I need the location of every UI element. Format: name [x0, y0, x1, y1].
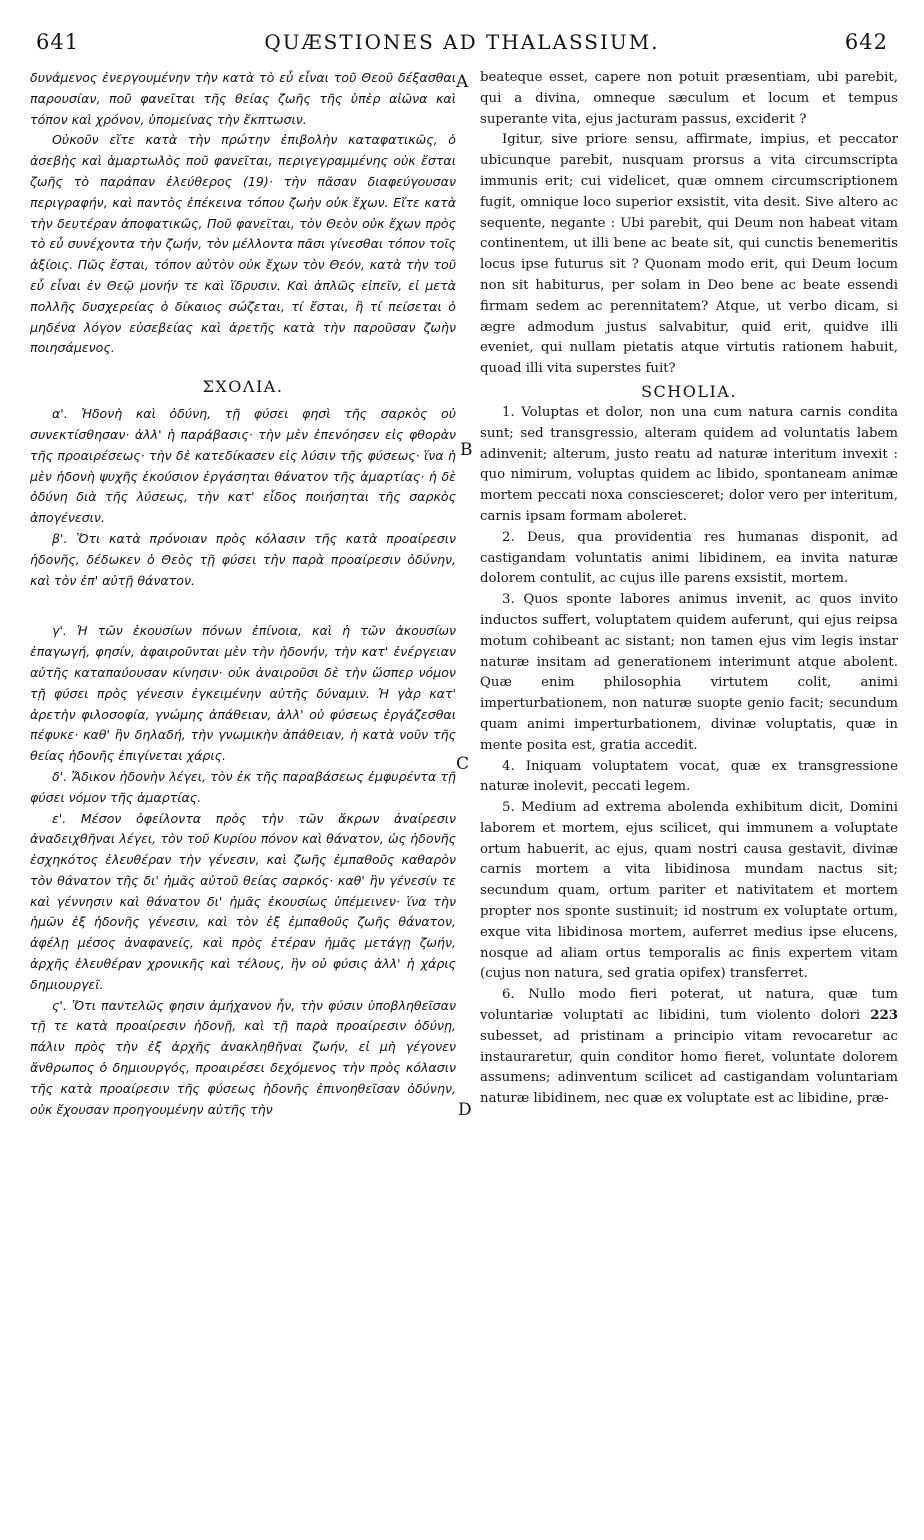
- greek-paragraph: δυνάμενος ἐνεργουμένην τὴν κατὰ τὸ εὖ εἶναι τοῦ Θεοῦ δέξασθαι παρουσίαν, ποῦ φανεῖται τῆς θείας ζωῆς τῆς ὑπὲρ αἰῶνα καὶ τόπον καὶ χρόνον, ὑπομείνας τὴν ἔκπτωσιν.: [30, 70, 456, 127]
- page-number-left: 641: [36, 30, 80, 54]
- latin-scholion-text: subesset, ad pristinam a principio vitam revocaretur ac instauraretur, quin conditor homo fieret, voluntate dolorem assumens; adinventum scilicet ad castigandam voluntariam naturæ libidinem, nec quæ ex voluptate est ac libidine, præ-: [480, 1028, 898, 1107]
- greek-scholion: ε'. Μέσον ὀφείλοντα πρὸς τὴν τῶν ἄκρων ἀναίρεσιν ἀναδειχθῆναι λέγει, τὸν τοῦ Κυρίου πόνον καὶ θάνατον, ὡς ἡδονῆς ἐσχηκότος ἐλευθέραν τὴν γένεσιν, καὶ ζωῆς ἐμπαθοῦς καθαρὸν τὸν θάνατον τῆς δι' ἡμᾶς αὐτοῦ θείας σαρκός· καθ' ἣν γένεσίν τε καὶ γέννησιν καὶ θάνατον δι' ἡμᾶς ἑκουσίως ὑπέμεινεν· ἵνα τὴν ἡμῶν ἐξ ἡδονῆς γένεσιν, καὶ τὸν ἐξ ἐμπαθοῦς ζωῆς θάνατον, ἀφέλῃ μέσος ἀναφανείς, καὶ πρὸς ἑτέραν ἡμᾶς μετάγῃ ζωήν, ἀρχῆς ἐλευθέραν χρονικῆς καὶ τέλους, ἣν οὐ φύσις ἀλλ' ἡ χάρις δημιουργεῖ.: [30, 810, 456, 992]
- greek-scholia-title: ΣΧΟΛΙΑ.: [202, 377, 284, 397]
- page-number-right: 642: [844, 30, 888, 54]
- latin-scholion-text: 6. Nullo modo fieri poterat, ut natura, quæ tum voluntariæ voluptati ac libidini, tum violento dolori: [480, 987, 898, 1024]
- latin-scholion: 2. Deus, qua providentia res humanas disponit, ad castigandam voluntatis animi libidinem, ea invita naturæ dolorem contulit, ac cujus ille parens exsistit, mortem.: [480, 529, 898, 587]
- latin-paragraph: beateque esset, capere non potuit præsentiam, ubi parebit, qui a divina, omneque sæculum et locum et tempus superante vita, ejus jacturam passus, exciderit ?: [480, 70, 898, 127]
- latin-scholion: 5. Medium ad extrema abolenda exhibitum dicit, Domini laborem et mortem, ejus scilicet, qui immunem a voluptate ortum habuerit, ac ejus, quam nostri causa gestavit, divinæ carnis mortem a vita libidinosa mundam nactus sit; secundum quam, ortum pariter et nativitatem et mortem propter nos sponte sustinuit; id nostrum ex voluptate ortum, exque vita libidinosa mortem, auferret medius ipse elucens, nosque ad aliam ortus temporalis ac finis expertem vitam (cujus non natura, sed gratia opifex) transferret.: [480, 800, 898, 982]
- greek-paragraph: Οὐκοῦν εἴτε κατὰ τὴν πρώτην ἐπιβολὴν καταφατικῶς, ὁ ἀσεβὴς καὶ ἁμαρτωλὸς ποῦ φανεῖται, περιγεγραμμένης οὐκ ἔσται ζωῆς τὸ παράπαν ἐλεύθερος (19)· τὴν πᾶσαν διαφεύγουσαν περιγραφήν, καὶ παντὸς ἐπέκεινα τόπου ζωὴν οὐκ ἔχων. Εἴτε κατὰ τὴν δευτέραν ἀποφατικῶς, Ποῦ φανεῖται, τὸν Θεὸν οὐκ ἔχων πρὸς τὸ εὖ συνέχοντα τὴν ζωήν, τὸν μέλλοντα πᾶσι γίνεσθαι τόπον τοῖς ἀξίοις. Πῶς ἔσται, τόπον αὐτὸν οὐκ ἔχων τὸν Θεόν, κατὰ τὴν τοῦ εὖ εἶναι ἐν Θεῷ μονήν τε καὶ ἵδρυσιν. Καὶ ἁπλῶς εἰπεῖν, εἰ μετὰ πολλῆς δυσχερείας ὁ δίκαιος σώζεται, τί ἔσται, ἢ τί πείσεται ὁ μηδένα λόγον εὐσεβείας καὶ ἀρετῆς κατὰ τὴν παροῦσαν ζωὴν ποιησάμενος.: [30, 132, 456, 356]
- latin-paragraph: Igitur, sive priore sensu, affirmate, impius, et peccator ubicunque parebit, nusquam prorsus a vita circumscripta immunis erit; cui videlicet, quæ omnem circumscriptionem fugit, omnique loco superior exsistit, vita desit. Sive altero ac sequente, negante : Ubi parebit, qui Deum non habeat vitam continentem, ut illi bene ac beate sit, qui cunctis benemeritis locus ipse futurus sit ? Quonam modo erit, qui Deum locum non sit habiturus, per solam in Deo bene ac beate essendi firmam sedem ac perennitatem? Atque, ut verbo dicam, si ægre admodum justus salvabitur, quid erit, quidve illi eveniet, qui nullam pietatis atque virtutis rationem habuit, quoad illi vita superstes fuit?: [480, 132, 898, 377]
- greek-scholion: δ'. Ἄδικον ἡδονὴν λέγει, τὸν ἐκ τῆς παραβάσεως ἐμφυρέντα τῇ φύσει νόμον τῆς ἁμαρτίας.: [30, 768, 456, 805]
- margin-letter-a: A: [456, 72, 469, 92]
- latin-column: [480, 68, 898, 1526]
- margin-letter-c: C: [456, 754, 470, 774]
- margin-letter-b: B: [460, 440, 473, 460]
- greek-scholion: α'. Ἡδονὴ καὶ ὀδύνη, τῇ φύσει φησὶ τῆς σαρκὸς οὐ συνεκτίσθησαν· ἀλλ' ἡ παράβασις· τὴν μὲν ἐπενόησεν εἰς φθορὰν τῆς προαιρέσεως· τὴν δὲ κατεδίκασεν εἰς λύσιν τῆς φύσεως· ἵνα ἡ μὲν ἡδονὴ ψυχῆς ἑκούσιον ἐργάσηται θάνατον τῆς ἁμαρτίας· ἡ δὲ ὀδύνη διὰ τῆς λύσεως, τὴν κατ' εἶδος ποιήσηται τῆς σαρκὸς ἀπογένεσιν.: [30, 406, 456, 526]
- latin-scholia-title: SCHOLIA.: [641, 381, 737, 401]
- page-header: [0, 0, 924, 58]
- margin-letter-d: D: [458, 1100, 472, 1120]
- latin-scholion: 3. Quos sponte labores animus invenit, ac quos invito inductos suffert, voluptatem quidem auferunt, qui ejus reipsa motum cohibeant ac sistant; non tamen ejus vim legis instar naturæ insitam ad generationem interimunt atque abolent. Quæ enim philosophia virtutem colit, animi imperturbationem, non naturæ suopte genio facit; secundum quam animi imperturbationem, divinæ voluptatis, quæ in mente posita est, gratia accedit.: [480, 592, 898, 753]
- greek-column: [30, 68, 456, 1526]
- latin-scholion: 4. Iniquam voluptatem vocat, quæ ex transgressione naturæ inolevit, peccati legem.: [480, 758, 898, 795]
- running-title: QUÆSTIONES AD THALASSIUM.: [264, 30, 660, 54]
- column-number: 223: [870, 1008, 898, 1024]
- greek-scholion: β'. Ὅτι κατὰ πρόνοιαν πρὸς κόλασιν τῆς κατὰ προαίρεσιν ἡδονῆς, δέδωκεν ὁ Θεὸς τῇ φύσει τὴν παρὰ προαίρεσιν ὀδύνην, καὶ τὸν ἐπ' αὐτῇ θάνατον.: [30, 530, 456, 588]
- greek-scholion: γ'. Ἡ τῶν ἑκουσίων πόνων ἐπίνοια, καὶ ἡ τῶν ἀκουσίων ἐπαγωγή, φησίν, ἀφαιροῦνται μὲν τὴν ἡδονήν, τὴν κατ' ἐνέργειαν αὐτῆς καταπαύουσαν κίνησιν· οὐκ ἀναιροῦσι δὲ τὴν ὥσπερ νόμον τῇ φύσει πρὸς γένεσιν ἐγκειμένην αὐτῆς δύναμιν. Ἡ γὰρ κατ' ἀρετὴν φιλοσοφία, γνώμης ἀπάθειαν, ἀλλ' οὐ φύσεως ἐργάζεσθαι πέφυκε· καθ' ἣν δηλαδή, τὴν γνωμικὴν ἀπάθειαν, ἡ κατὰ νοῦν τῆς θείας ἡδονῆς ἐπιγίνεται χάρις.: [30, 623, 456, 764]
- latin-scholion: 1. Voluptas et dolor, non una cum natura carnis condita sunt; sed transgressio, alteram quidem ad voluntatis labem adinvenit; alterum, justo reatu ad naturæ interitum invexit : quo nimirum, voluptas quidem ac libido, spontaneam animæ mortem peccati noxa consciesceret; dolor vero per interitum, carnis ipsam formam aboleret.: [480, 404, 898, 524]
- greek-scholion: ς'. Ὅτι παντελῶς φησιν ἀμήχανον ἦν, τὴν φύσιν ὑποβληθεῖσαν τῇ τε κατὰ προαίρεσιν ἡδονῇ, καὶ τῇ παρὰ προαίρεσιν ὀδύνῃ, πάλιν πρὸς τὴν ἐξ ἀρχῆς ἀνακληθῆναι ζωήν, εἰ μὴ γέγονεν ἄνθρωπος ὁ δημιουργός, προαιρέσει δεχόμενος τὴν πρὸς κόλασιν τῆς κατὰ προαίρεσιν τῆς φύσεως ἡδονῆς ἐπινοηθεῖσαν ὀδύνην, οὐκ ἔχουσαν προηγουμένην αὐτῆς τὴν: [30, 997, 456, 1117]
- latin-scholion: [480, 985, 898, 1110]
